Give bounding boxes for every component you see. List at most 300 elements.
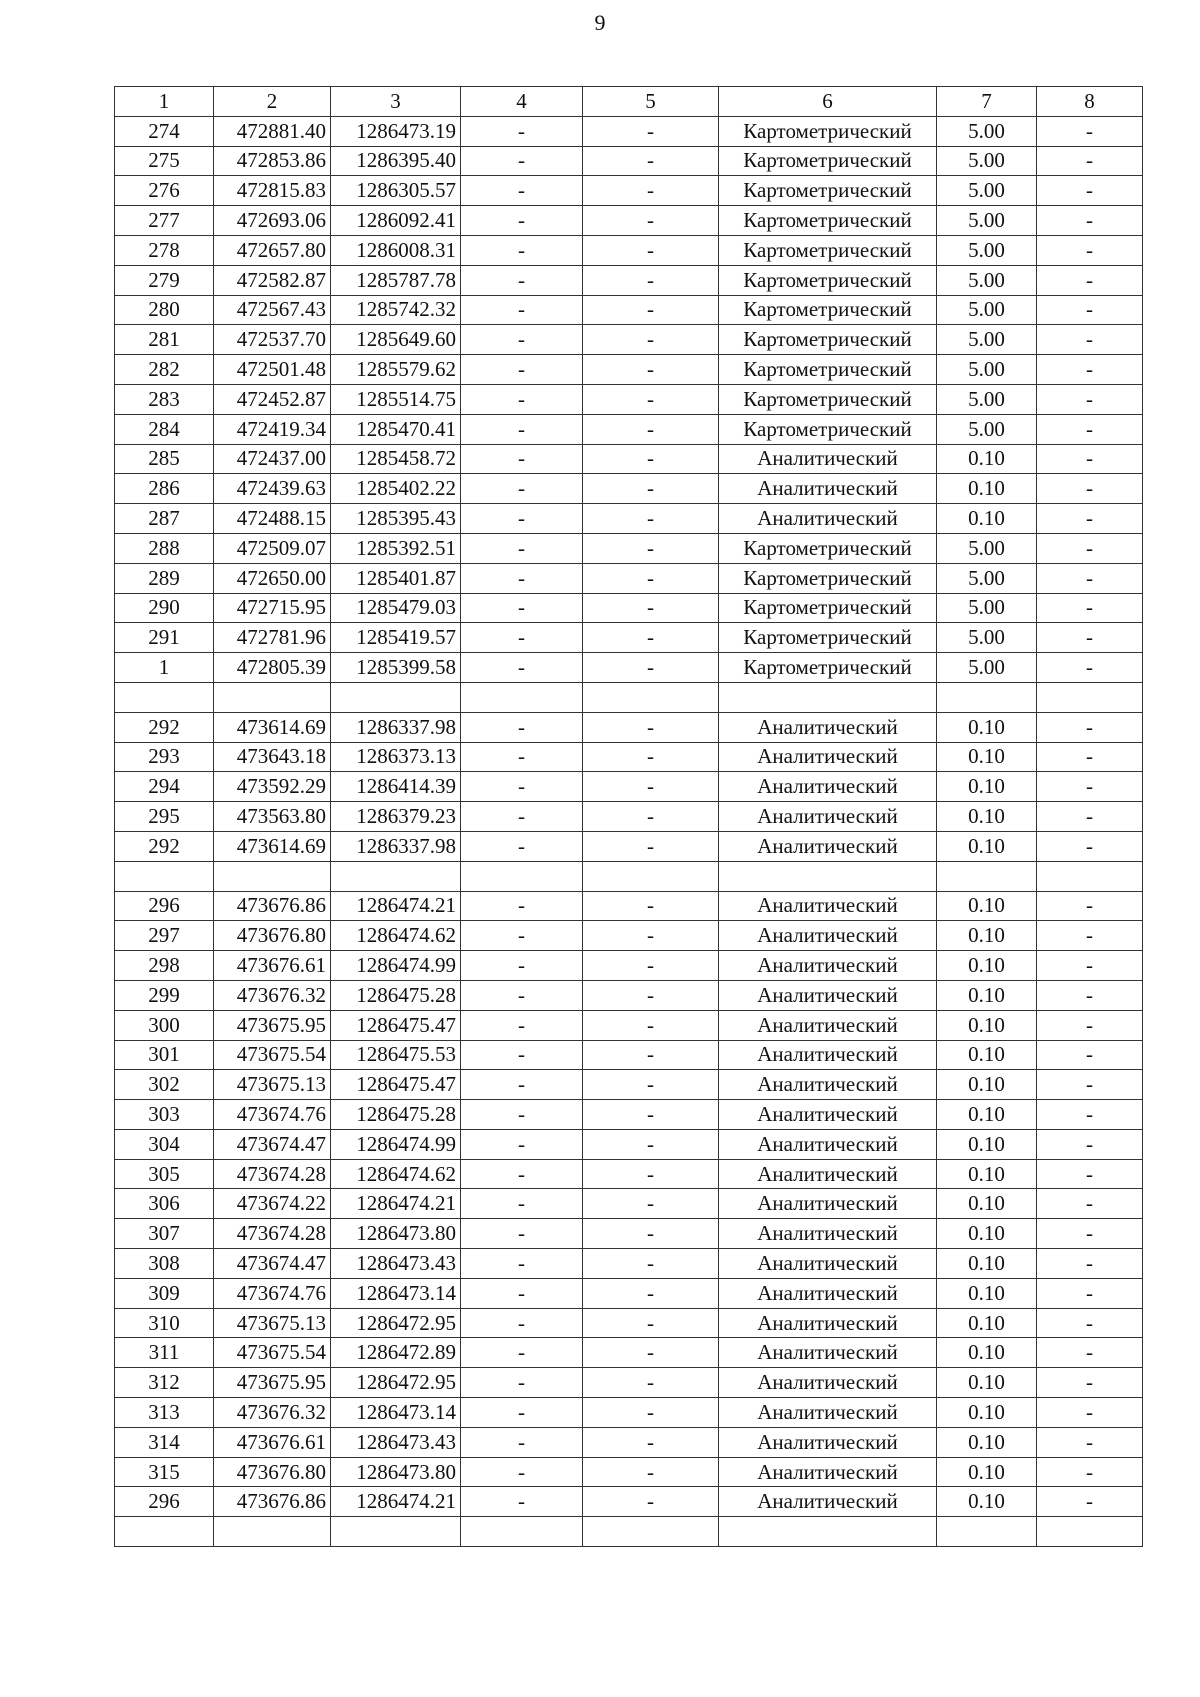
table-cell: - bbox=[461, 1368, 583, 1398]
table-cell: Картометрический bbox=[719, 146, 937, 176]
table-cell: Аналитический bbox=[719, 1398, 937, 1428]
table-cell: - bbox=[583, 146, 719, 176]
table-cell: - bbox=[1037, 831, 1143, 861]
table-cell: - bbox=[1037, 176, 1143, 206]
table-cell: 473643.18 bbox=[214, 742, 331, 772]
table-cell: - bbox=[461, 1070, 583, 1100]
table-cell: 5.00 bbox=[937, 414, 1037, 444]
table-cell: - bbox=[461, 1308, 583, 1338]
table-cell: 275 bbox=[115, 146, 214, 176]
table-cell: Аналитический bbox=[719, 1338, 937, 1368]
column-header-3: 3 bbox=[331, 87, 461, 117]
table-cell: Аналитический bbox=[719, 742, 937, 772]
table-cell: - bbox=[1037, 951, 1143, 981]
table-cell bbox=[937, 682, 1037, 712]
table-cell: 472881.40 bbox=[214, 116, 331, 146]
table-cell: 472537.70 bbox=[214, 325, 331, 355]
table-cell: 1286474.21 bbox=[331, 891, 461, 921]
table-cell: 473614.69 bbox=[214, 831, 331, 861]
table-cell: - bbox=[1037, 533, 1143, 563]
table-cell: - bbox=[583, 891, 719, 921]
table-cell: Аналитический bbox=[719, 474, 937, 504]
table-cell: Аналитический bbox=[719, 1249, 937, 1279]
table-cell: - bbox=[461, 504, 583, 534]
table-cell bbox=[1037, 682, 1143, 712]
table-cell: - bbox=[583, 176, 719, 206]
table-cell: 314 bbox=[115, 1427, 214, 1457]
table-cell: 299 bbox=[115, 980, 214, 1010]
table-row bbox=[115, 653, 1143, 683]
table-cell: 0.10 bbox=[937, 951, 1037, 981]
table-cell: - bbox=[583, 951, 719, 981]
table-row bbox=[115, 593, 1143, 623]
table-cell bbox=[115, 1517, 214, 1547]
table-cell: 472452.87 bbox=[214, 384, 331, 414]
table-cell: - bbox=[461, 653, 583, 683]
table-cell: 473676.61 bbox=[214, 951, 331, 981]
table-cell: 472693.06 bbox=[214, 206, 331, 236]
table-cell: 5.00 bbox=[937, 146, 1037, 176]
table-cell: - bbox=[1037, 295, 1143, 325]
table-cell: Картометрический bbox=[719, 176, 937, 206]
table-cell: 1286379.23 bbox=[331, 802, 461, 832]
table-cell bbox=[937, 861, 1037, 891]
table-cell: 5.00 bbox=[937, 176, 1037, 206]
table-cell: 1286474.21 bbox=[331, 1189, 461, 1219]
table-cell: 1285399.58 bbox=[331, 653, 461, 683]
table-cell: Аналитический bbox=[719, 772, 937, 802]
table-cell: 1285395.43 bbox=[331, 504, 461, 534]
table-cell bbox=[719, 682, 937, 712]
table-cell: - bbox=[583, 1487, 719, 1517]
table-cell: 1285470.41 bbox=[331, 414, 461, 444]
table-cell: - bbox=[583, 533, 719, 563]
column-header-1: 1 bbox=[115, 87, 214, 117]
table-cell: 473676.61 bbox=[214, 1427, 331, 1457]
table-cell: 281 bbox=[115, 325, 214, 355]
table-cell: Аналитический bbox=[719, 921, 937, 951]
table-cell: 1286475.28 bbox=[331, 1100, 461, 1130]
table-cell bbox=[937, 1517, 1037, 1547]
table-cell bbox=[583, 682, 719, 712]
table-cell: 472853.86 bbox=[214, 146, 331, 176]
table-cell: 473674.76 bbox=[214, 1278, 331, 1308]
table-cell: 473676.86 bbox=[214, 1487, 331, 1517]
table-cell: 0.10 bbox=[937, 1100, 1037, 1130]
table-cell: - bbox=[583, 1398, 719, 1428]
table-cell: 472509.07 bbox=[214, 533, 331, 563]
table-row bbox=[115, 325, 1143, 355]
table-row bbox=[115, 504, 1143, 534]
table-cell: 1286473.14 bbox=[331, 1398, 461, 1428]
table-cell: - bbox=[1037, 772, 1143, 802]
table-cell: 293 bbox=[115, 742, 214, 772]
table-row bbox=[115, 1219, 1143, 1249]
table-cell: - bbox=[461, 951, 583, 981]
table-cell: 5.00 bbox=[937, 593, 1037, 623]
table-cell: - bbox=[583, 1100, 719, 1130]
table-cell: 5.00 bbox=[937, 116, 1037, 146]
table-cell bbox=[719, 861, 937, 891]
table-cell: - bbox=[1037, 1040, 1143, 1070]
table-cell: 1285392.51 bbox=[331, 533, 461, 563]
table-cell: 1 bbox=[115, 653, 214, 683]
table-cell: 0.10 bbox=[937, 1159, 1037, 1189]
table-row bbox=[115, 951, 1143, 981]
table-cell: - bbox=[461, 206, 583, 236]
table-cell: - bbox=[1037, 891, 1143, 921]
table-cell: 286 bbox=[115, 474, 214, 504]
table-cell: - bbox=[1037, 623, 1143, 653]
table-cell: 315 bbox=[115, 1457, 214, 1487]
table-cell: 473676.80 bbox=[214, 1457, 331, 1487]
table-cell: 1286472.89 bbox=[331, 1338, 461, 1368]
table-cell: 5.00 bbox=[937, 653, 1037, 683]
table-cell: 306 bbox=[115, 1189, 214, 1219]
column-header-4: 4 bbox=[461, 87, 583, 117]
table-cell: - bbox=[1037, 742, 1143, 772]
table-cell: - bbox=[461, 802, 583, 832]
table-cell: - bbox=[1037, 1368, 1143, 1398]
table-cell: 1285479.03 bbox=[331, 593, 461, 623]
table-cell: 1286008.31 bbox=[331, 235, 461, 265]
table-cell: Аналитический bbox=[719, 1129, 937, 1159]
table-cell: 472805.39 bbox=[214, 653, 331, 683]
table-cell: - bbox=[1037, 563, 1143, 593]
table-cell: 0.10 bbox=[937, 831, 1037, 861]
table-cell: 302 bbox=[115, 1070, 214, 1100]
column-header-2: 2 bbox=[214, 87, 331, 117]
table-cell: 473614.69 bbox=[214, 712, 331, 742]
table-cell: 0.10 bbox=[937, 891, 1037, 921]
table-cell: Картометрический bbox=[719, 623, 937, 653]
table-cell: 0.10 bbox=[937, 1070, 1037, 1100]
table-cell: 1286373.13 bbox=[331, 742, 461, 772]
table-cell: - bbox=[1037, 384, 1143, 414]
table-cell: - bbox=[461, 384, 583, 414]
table-row bbox=[115, 623, 1143, 653]
table-cell: 473675.54 bbox=[214, 1338, 331, 1368]
table-cell: - bbox=[461, 1189, 583, 1219]
table-cell: 280 bbox=[115, 295, 214, 325]
table-cell: - bbox=[1037, 474, 1143, 504]
table-cell: - bbox=[1037, 1308, 1143, 1338]
page-number: 9 bbox=[594, 10, 606, 35]
table-cell: 472815.83 bbox=[214, 176, 331, 206]
table-row bbox=[115, 1427, 1143, 1457]
table-cell: 1285649.60 bbox=[331, 325, 461, 355]
table-cell: - bbox=[1037, 325, 1143, 355]
table-cell bbox=[461, 1517, 583, 1547]
table-cell: 1286092.41 bbox=[331, 206, 461, 236]
table-row bbox=[115, 444, 1143, 474]
table-cell: 472582.87 bbox=[214, 265, 331, 295]
table-cell bbox=[1037, 861, 1143, 891]
table-cell: 473674.28 bbox=[214, 1219, 331, 1249]
table-cell: 473675.54 bbox=[214, 1040, 331, 1070]
table-cell: 274 bbox=[115, 116, 214, 146]
table-cell: 5.00 bbox=[937, 384, 1037, 414]
table-cell: 472781.96 bbox=[214, 623, 331, 653]
table-cell: 307 bbox=[115, 1219, 214, 1249]
table-cell: 284 bbox=[115, 414, 214, 444]
table-cell: Аналитический bbox=[719, 504, 937, 534]
table-cell: - bbox=[583, 474, 719, 504]
table-cell: 0.10 bbox=[937, 742, 1037, 772]
table-cell: Аналитический bbox=[719, 1368, 937, 1398]
table-cell bbox=[331, 1517, 461, 1547]
table-cell: - bbox=[461, 742, 583, 772]
table-cell bbox=[1037, 1517, 1143, 1547]
table-row bbox=[115, 772, 1143, 802]
table-cell: - bbox=[1037, 116, 1143, 146]
table-cell: - bbox=[461, 1427, 583, 1457]
table-cell: 303 bbox=[115, 1100, 214, 1130]
table-cell: - bbox=[583, 1308, 719, 1338]
table-cell: 0.10 bbox=[937, 444, 1037, 474]
table-cell: 292 bbox=[115, 712, 214, 742]
table-cell: - bbox=[1037, 504, 1143, 534]
table-row bbox=[115, 712, 1143, 742]
table-row bbox=[115, 1189, 1143, 1219]
table-cell: 0.10 bbox=[937, 1368, 1037, 1398]
table-cell: 472488.15 bbox=[214, 504, 331, 534]
table-cell: - bbox=[583, 802, 719, 832]
table-cell bbox=[331, 682, 461, 712]
table-cell: 1286473.80 bbox=[331, 1219, 461, 1249]
table-cell: - bbox=[583, 504, 719, 534]
table-cell: 0.10 bbox=[937, 1129, 1037, 1159]
table-cell: - bbox=[583, 295, 719, 325]
table-cell: Аналитический bbox=[719, 1308, 937, 1338]
table-cell: 304 bbox=[115, 1129, 214, 1159]
table-cell: - bbox=[1037, 206, 1143, 236]
table-cell: - bbox=[583, 653, 719, 683]
table-cell: - bbox=[1037, 1159, 1143, 1189]
table-cell bbox=[461, 861, 583, 891]
table-cell: - bbox=[1037, 653, 1143, 683]
table-cell: 473674.22 bbox=[214, 1189, 331, 1219]
table-cell: - bbox=[1037, 1398, 1143, 1428]
table-cell: 283 bbox=[115, 384, 214, 414]
table-cell: Аналитический bbox=[719, 444, 937, 474]
table-cell: - bbox=[583, 980, 719, 1010]
table-cell: - bbox=[461, 1100, 583, 1130]
table-cell: 473675.95 bbox=[214, 1368, 331, 1398]
table-cell: 472419.34 bbox=[214, 414, 331, 444]
table-cell: - bbox=[461, 295, 583, 325]
table-cell: 1286474.21 bbox=[331, 1487, 461, 1517]
table-row bbox=[115, 235, 1143, 265]
table-cell: 282 bbox=[115, 355, 214, 385]
table-cell: 473676.32 bbox=[214, 1398, 331, 1428]
column-header-8: 8 bbox=[1037, 87, 1143, 117]
table-row bbox=[115, 563, 1143, 593]
table-cell: 1286474.62 bbox=[331, 1159, 461, 1189]
table-cell bbox=[214, 1517, 331, 1547]
table-header-row bbox=[115, 87, 1143, 117]
table-cell: - bbox=[461, 1487, 583, 1517]
table-cell: 301 bbox=[115, 1040, 214, 1070]
table-cell: 0.10 bbox=[937, 772, 1037, 802]
table-cell: - bbox=[1037, 712, 1143, 742]
table-cell: - bbox=[1037, 1457, 1143, 1487]
separator-row bbox=[115, 861, 1143, 891]
table-row bbox=[115, 980, 1143, 1010]
table-cell: 309 bbox=[115, 1278, 214, 1308]
table-cell: 472437.00 bbox=[214, 444, 331, 474]
table-row bbox=[115, 1457, 1143, 1487]
table-cell: - bbox=[461, 355, 583, 385]
table-cell: 5.00 bbox=[937, 623, 1037, 653]
table-cell: - bbox=[1037, 146, 1143, 176]
table-cell: - bbox=[461, 921, 583, 951]
table-cell: - bbox=[1037, 1278, 1143, 1308]
table-cell: Картометрический bbox=[719, 414, 937, 444]
table-cell: Картометрический bbox=[719, 265, 937, 295]
table-cell: 1286305.57 bbox=[331, 176, 461, 206]
table-row bbox=[115, 1398, 1143, 1428]
table-row bbox=[115, 1010, 1143, 1040]
table-cell: 313 bbox=[115, 1398, 214, 1428]
table-cell: Картометрический bbox=[719, 206, 937, 236]
table-cell: Аналитический bbox=[719, 1278, 937, 1308]
table-cell: Картометрический bbox=[719, 384, 937, 414]
table-cell: 277 bbox=[115, 206, 214, 236]
table-cell: - bbox=[461, 1249, 583, 1279]
table-cell: - bbox=[583, 831, 719, 861]
table-cell: 473674.28 bbox=[214, 1159, 331, 1189]
table-cell: Картометрический bbox=[719, 235, 937, 265]
table-row bbox=[115, 265, 1143, 295]
table-cell: 473563.80 bbox=[214, 802, 331, 832]
table-cell: 291 bbox=[115, 623, 214, 653]
table-cell: - bbox=[461, 1457, 583, 1487]
table-cell: 0.10 bbox=[937, 712, 1037, 742]
table-cell: - bbox=[461, 414, 583, 444]
table-cell: - bbox=[461, 1398, 583, 1428]
table-cell: 1286473.43 bbox=[331, 1427, 461, 1457]
table-cell: - bbox=[583, 1189, 719, 1219]
table-cell: - bbox=[461, 980, 583, 1010]
table-cell: 1285458.72 bbox=[331, 444, 461, 474]
table-cell: 473676.86 bbox=[214, 891, 331, 921]
table-row bbox=[115, 1100, 1143, 1130]
table-cell: - bbox=[461, 1129, 583, 1159]
table-cell: Аналитический bbox=[719, 1189, 937, 1219]
table-cell: 0.10 bbox=[937, 1189, 1037, 1219]
table-cell: 292 bbox=[115, 831, 214, 861]
table-cell: 1286414.39 bbox=[331, 772, 461, 802]
table-cell: Картометрический bbox=[719, 116, 937, 146]
table-cell: - bbox=[583, 355, 719, 385]
table-cell: 1286474.99 bbox=[331, 1129, 461, 1159]
table-cell: - bbox=[461, 235, 583, 265]
table-cell: 473674.47 bbox=[214, 1129, 331, 1159]
table-cell: - bbox=[583, 1338, 719, 1368]
table-cell: - bbox=[461, 772, 583, 802]
table-cell: Аналитический bbox=[719, 1040, 937, 1070]
table-cell: - bbox=[583, 1010, 719, 1040]
table-cell: - bbox=[461, 116, 583, 146]
table-cell: 312 bbox=[115, 1368, 214, 1398]
table-cell: - bbox=[461, 1040, 583, 1070]
table-cell: 276 bbox=[115, 176, 214, 206]
coordinates-table bbox=[114, 86, 1143, 1547]
table-row bbox=[115, 146, 1143, 176]
table-row bbox=[115, 1368, 1143, 1398]
table-cell: - bbox=[461, 563, 583, 593]
table-cell: 472439.63 bbox=[214, 474, 331, 504]
table-cell: 5.00 bbox=[937, 295, 1037, 325]
table-cell: 5.00 bbox=[937, 325, 1037, 355]
table-cell: - bbox=[583, 623, 719, 653]
table-cell: - bbox=[1037, 1100, 1143, 1130]
table-cell: 0.10 bbox=[937, 1338, 1037, 1368]
table-cell: 0.10 bbox=[937, 1457, 1037, 1487]
table-cell: - bbox=[583, 1457, 719, 1487]
table-cell: 472501.48 bbox=[214, 355, 331, 385]
table-cell: - bbox=[583, 325, 719, 355]
table-cell bbox=[461, 682, 583, 712]
table-cell: Аналитический bbox=[719, 980, 937, 1010]
table-cell: 472657.80 bbox=[214, 235, 331, 265]
column-header-5: 5 bbox=[583, 87, 719, 117]
table-row bbox=[115, 1129, 1143, 1159]
table-cell: - bbox=[461, 146, 583, 176]
table-cell: - bbox=[1037, 1249, 1143, 1279]
table-body bbox=[115, 116, 1143, 1546]
table-cell: 1286474.62 bbox=[331, 921, 461, 951]
table-cell: 300 bbox=[115, 1010, 214, 1040]
table-cell: 1286473.19 bbox=[331, 116, 461, 146]
table-row bbox=[115, 1278, 1143, 1308]
table-cell: 1285402.22 bbox=[331, 474, 461, 504]
table-cell: - bbox=[461, 325, 583, 355]
table-cell: - bbox=[461, 623, 583, 653]
table-cell: - bbox=[461, 533, 583, 563]
table-cell: 472650.00 bbox=[214, 563, 331, 593]
table-cell: Аналитический bbox=[719, 1219, 937, 1249]
table-cell: 5.00 bbox=[937, 235, 1037, 265]
table-row bbox=[115, 414, 1143, 444]
table-cell: 289 bbox=[115, 563, 214, 593]
table-cell: Аналитический bbox=[719, 951, 937, 981]
table-cell: 278 bbox=[115, 235, 214, 265]
table-cell: - bbox=[461, 1159, 583, 1189]
table-cell: - bbox=[461, 831, 583, 861]
table-cell: Картометрический bbox=[719, 325, 937, 355]
table-cell: - bbox=[583, 1219, 719, 1249]
table-cell: 311 bbox=[115, 1338, 214, 1368]
table-cell: Картометрический bbox=[719, 563, 937, 593]
table-cell: 297 bbox=[115, 921, 214, 951]
table-cell: Картометрический bbox=[719, 653, 937, 683]
table-cell: 472715.95 bbox=[214, 593, 331, 623]
table-cell: 0.10 bbox=[937, 1219, 1037, 1249]
table-cell: - bbox=[1037, 921, 1143, 951]
table-cell bbox=[115, 861, 214, 891]
table-cell: Картометрический bbox=[719, 355, 937, 385]
table-row bbox=[115, 802, 1143, 832]
table-cell: Аналитический bbox=[719, 831, 937, 861]
table-cell: 308 bbox=[115, 1249, 214, 1279]
table-cell: - bbox=[1037, 355, 1143, 385]
table-cell: 1286395.40 bbox=[331, 146, 461, 176]
table-cell bbox=[214, 861, 331, 891]
table-cell: Аналитический bbox=[719, 1010, 937, 1040]
table-cell: - bbox=[1037, 1427, 1143, 1457]
